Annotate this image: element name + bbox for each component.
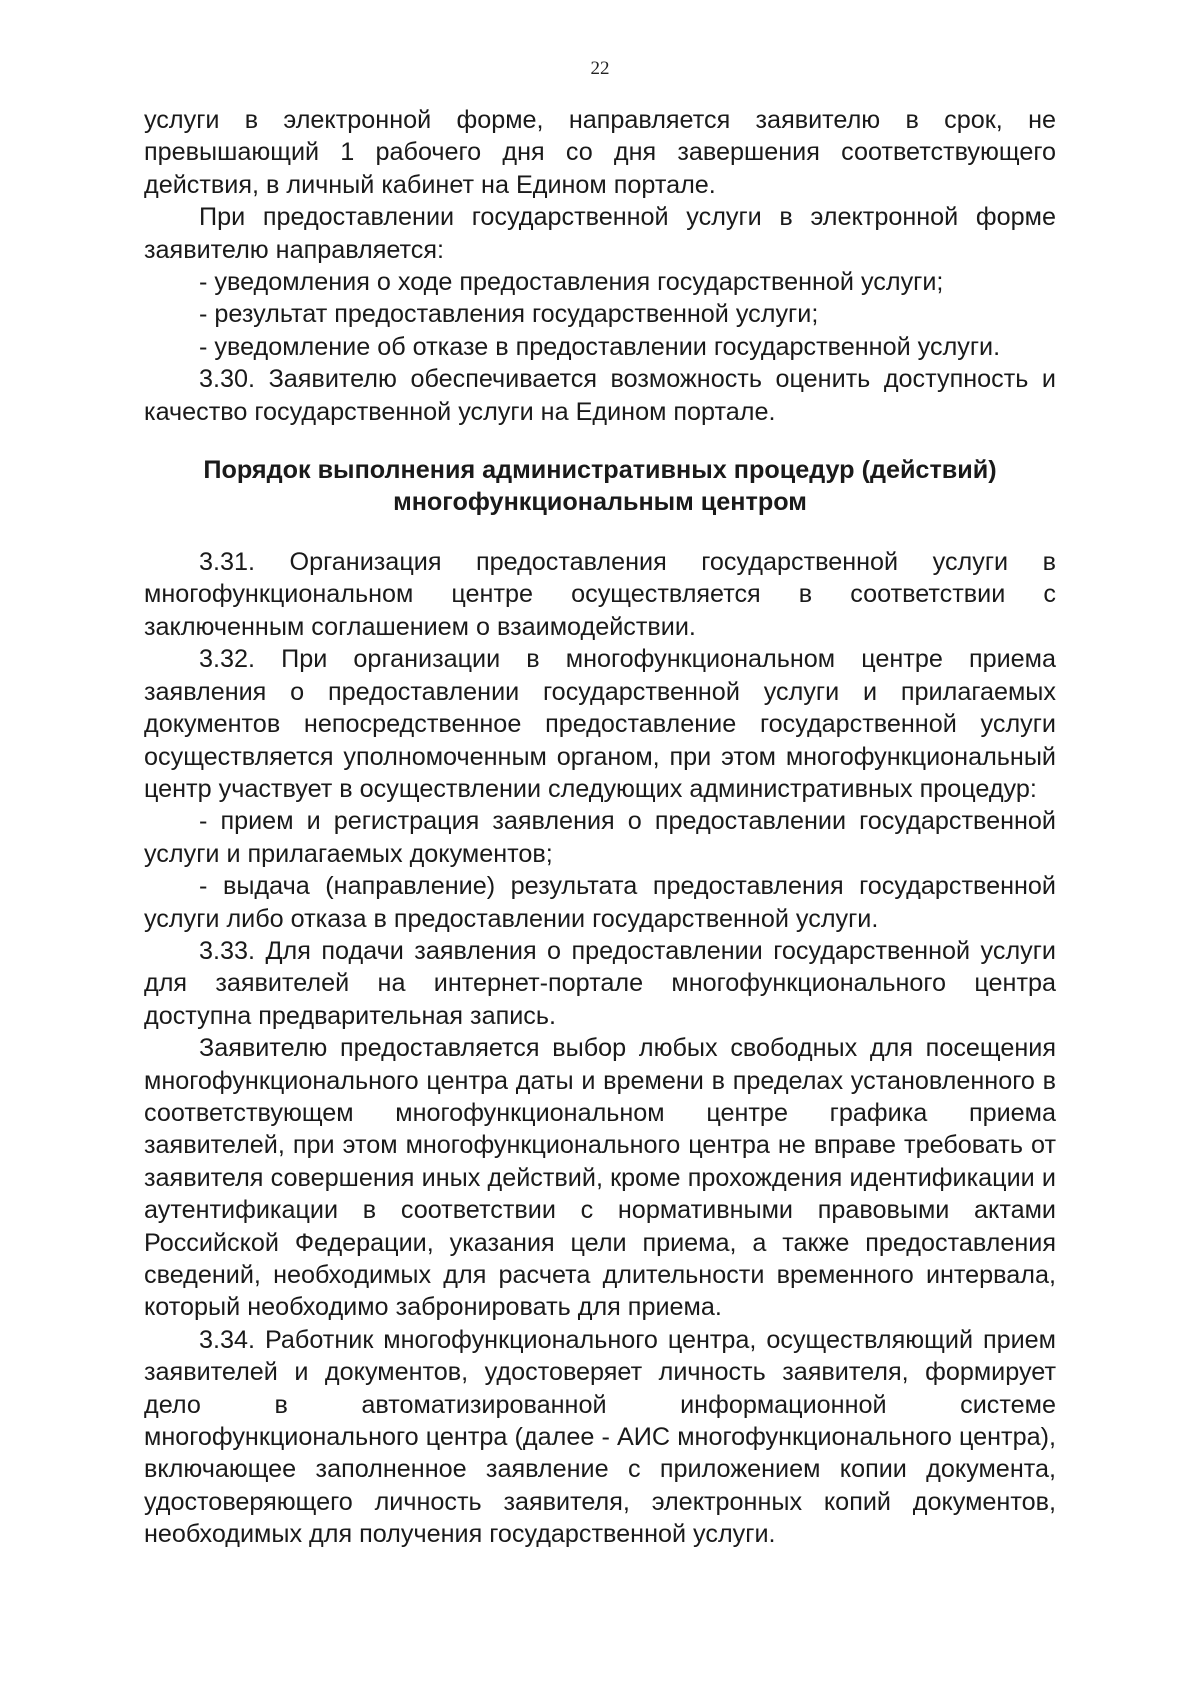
paragraph: 3.32. При организации в многофункциональном центре приема заявления о предоставлении государственной услуги и прилагаемых документов непосредственное предоставление государственной услуги осуществляется уполномоченным органом, при этом многофункциональный центр участвует в осуществлении следующих административных процедур:	[144, 645, 1056, 803]
list-item: - выдача (направление) результата предоставления государственной услуги либо отказа в предоставлении государственной услуги.	[144, 872, 1056, 933]
paragraph: 3.33. Для подачи заявления о предоставлении государственной услуги для заявителей на интернет-портале многофункционального центра доступна предварительная запись.	[144, 936, 1056, 1030]
section-heading	[144, 454, 1056, 518]
document-body	[144, 104, 1056, 1551]
list-item: - уведомление об отказе в предоставлении государственной услуги.	[199, 332, 1001, 361]
paragraph: При предоставлении государственной услуги в электронной форме заявителю направляется:	[144, 203, 1056, 264]
list-item: - прием и регистрация заявления о предоставлении государственной услуги и прилагаемых документов;	[144, 807, 1056, 868]
paragraph: 3.34. Работник многофункционального центра, осуществляющий прием заявителей и документов, удостоверяет личность заявителя, формирует дело в автоматизированной информационной системе многофункционального центра (далее - АИС многофункционального центра), включающее заполненное заявление с приложением копии документа, удостоверяющего личность заявителя, электронных копий документов, необходимых для получения государственной услуги.	[144, 1325, 1056, 1549]
paragraph: 3.30. Заявителю обеспечивается возможность оценить доступность и качество государственной услуги на Едином портале.	[144, 365, 1056, 426]
paragraph: услуги в электронной форме, направляется заявителю в срок, не превышающий 1 рабочего дня со дня завершения соответствующего действия, в личный кабинет на Едином портале.	[144, 106, 1056, 199]
section-heading-line1: Порядок выполнения административных процедур (действий)	[203, 456, 997, 485]
list-item: - уведомления о ходе предоставления государственной услуги;	[199, 268, 944, 297]
paragraph: Заявителю предоставляется выбор любых свободных для посещения многофункционального центра даты и времени в пределах установленного в соответствующем многофункциональном центре графика приема заявителей, при этом многофункционального центра не вправе требовать от заявителя совершения иных действий, кроме прохождения идентификации и аутентификации в соответствии с нормативными правовыми актами Российской Федерации, указания цели приема, а также предоставления сведений, необходимых для расчета длительности временного интервала, который необходимо забронировать для приема.	[144, 1034, 1056, 1322]
paragraph: 3.31. Организация предоставления государственной услуги в многофункциональном центре осуществляется в соответствии с заключенным соглашением о взаимодействии.	[144, 548, 1056, 641]
list-item: - результат предоставления государственной услуги;	[199, 300, 819, 329]
page-number: 22	[590, 58, 610, 79]
section-heading-line2: многофункциональным центром	[393, 488, 807, 517]
